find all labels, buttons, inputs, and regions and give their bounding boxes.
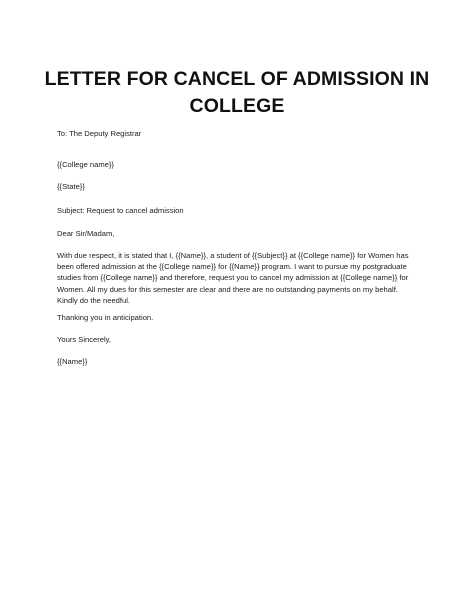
college-name-line: {{College name}} bbox=[57, 160, 115, 169]
title-line-1: LETTER FOR CANCEL OF ADMISSION IN bbox=[44, 68, 430, 90]
recipient-line: To: The Deputy Registrar bbox=[57, 129, 142, 138]
body-paragraph bbox=[57, 250, 427, 306]
body-line: been offered admission at the {{College name}} for {{Name}} program. I want to pursue my postgraduate bbox=[57, 262, 407, 272]
subject-line: Subject: Request to cancel admission bbox=[57, 206, 184, 215]
page-title bbox=[40, 66, 434, 120]
signature-line: {{Name}} bbox=[57, 357, 88, 366]
closing-line: Yours Sincerely, bbox=[57, 335, 112, 344]
state-line: {{State}} bbox=[57, 182, 85, 191]
body-line: Kindly do the needful. bbox=[57, 295, 131, 305]
salutation: Dear Sir/Madam, bbox=[57, 229, 115, 238]
title-line-2: COLLEGE bbox=[189, 95, 285, 117]
thanks-line: Thanking you in anticipation. bbox=[57, 313, 154, 322]
body-line: studies from {{College name}} and therefore, request you to cancel my admission at {{College name}} for bbox=[57, 273, 409, 283]
body-line: With due respect, it is stated that I, {{Name}}, a student of {{Subject}} at {{College name}} for Women has bbox=[57, 251, 409, 260]
body-line: Women. All my dues for this semester are clear and there are no outstanding payments on my behalf. bbox=[57, 284, 398, 294]
